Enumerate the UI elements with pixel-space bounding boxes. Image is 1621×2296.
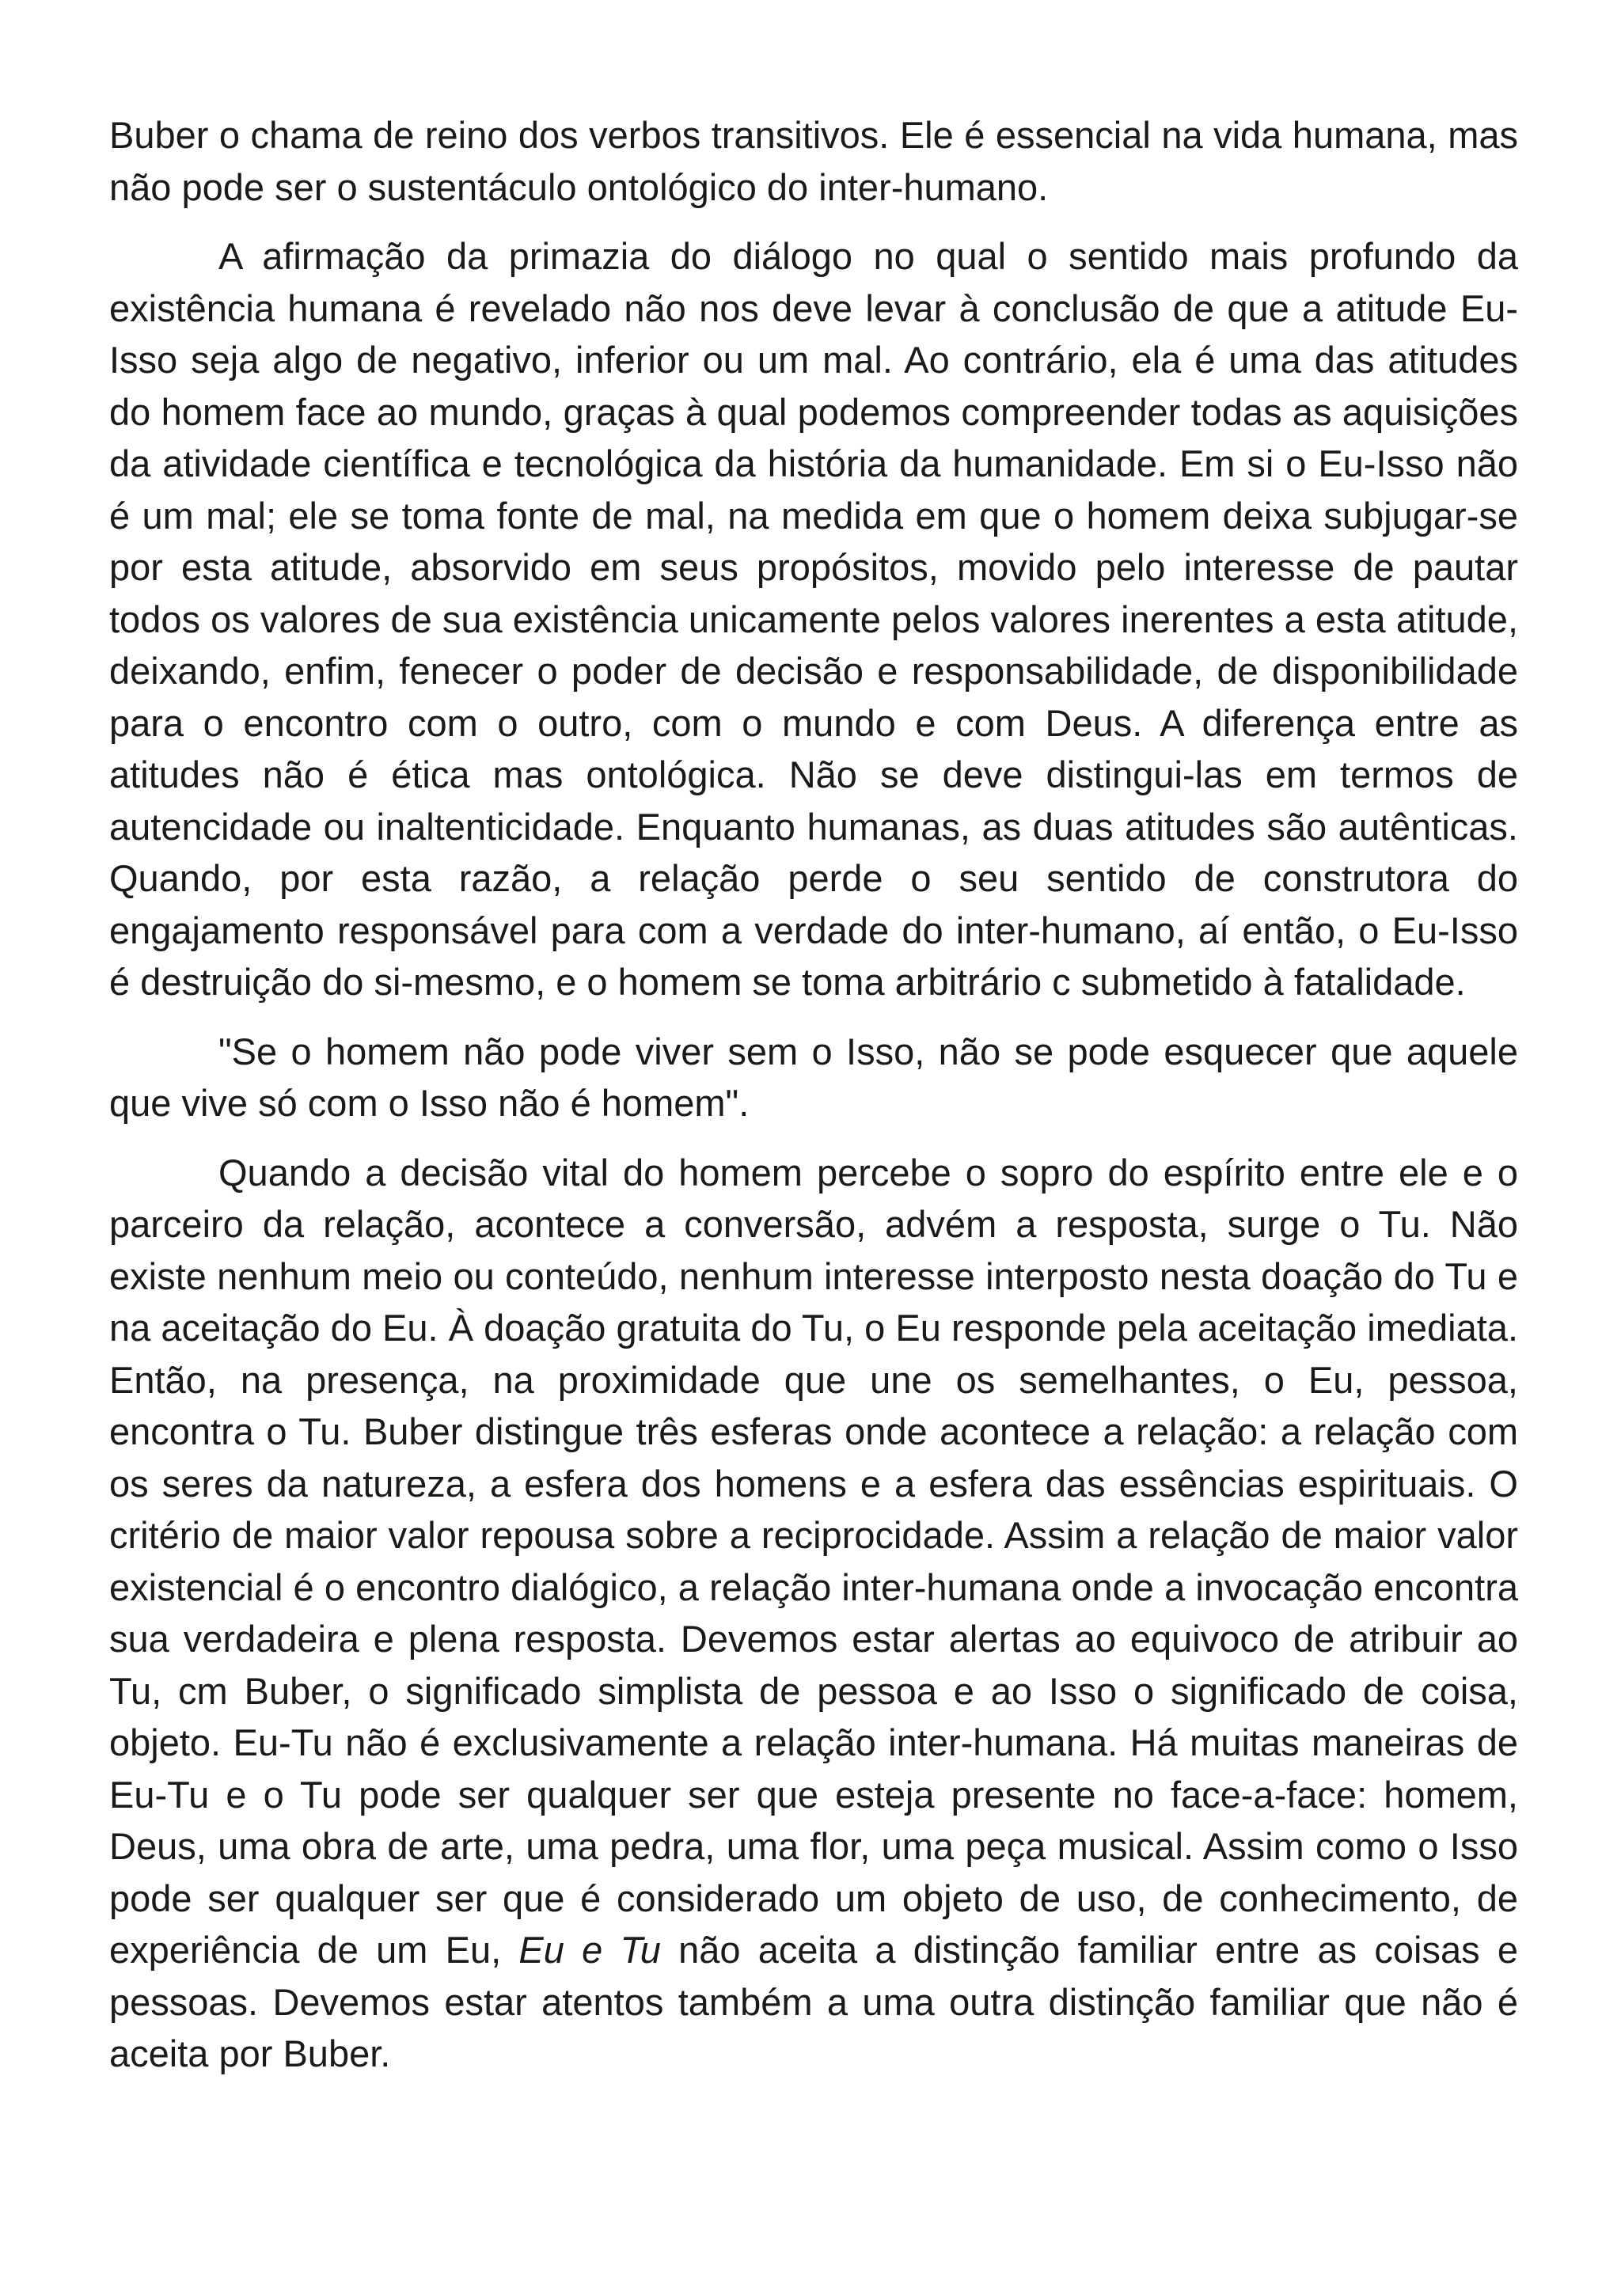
- document-page: [109, 109, 1518, 2080]
- paragraph-3-quote: "Se o homem não pode viver sem o Isso, não se pode esquecer que aquele que vive só com o Isso não é homem".: [109, 1030, 1518, 1124]
- paragraph-4-text-before-italic: Quando a decisão vital do homem percebe o sopro do espírito entre ele e o parceiro da relação, acontece a conversão, advém a resposta, surge o Tu. Não existe nenhum meio ou conteúdo, nenhum interesse interposto nesta doação do Tu e na aceitação do Eu. À doação gratuita do Tu, o Eu responde pela aceitação imediata. Então, na presença, na proximidade que une os semelhantes, o Eu, pessoa, encontra o Tu. Buber distingue três esferas onde acontece a relação: a relação com os seres da natureza, a esfera dos homens e a esfera das essências espirituais. O critério de maior valor repousa sobre a reciprocidade. Assim a relação de maior valor existencial é o encontro dialógico, a relação inter-humana onde a invocação encontra sua verdadeira e plena resposta. Devemos estar alertas ao equivoco de atribuir ao Tu, cm Buber, o significado simplista de pessoa e ao Isso o significado de coisa, objeto. Eu-Tu não é exclusivamente a relação inter-humana. Há muitas maneiras de Eu-Tu e o Tu pode ser qualquer ser que esteja presente no face-a-face: homem, Deus, uma obra de arte, uma pedra, uma flor, uma peça musical. Assim como o Isso pode ser qualquer ser que é considerado um objeto de uso, de conhecimento, de experiência de um Eu,: [109, 1151, 1518, 1971]
- paragraph-4-text-after-italic: não aceita a distinção familiar entre as coisas e pessoas. Devemos estar atentos também a uma outra distinção familiar que não é aceita por Buber.: [109, 1929, 1518, 2074]
- book-title-italic: Eu e Tu: [518, 1929, 661, 1971]
- paragraph-1: Buber o chama de reino dos verbos transitivos. Ele é essencial na vida humana, mas não pode ser o sustentáculo ontológico do inter-humano.: [109, 114, 1518, 208]
- paragraph-2: A afirmação da primazia do diálogo no qual o sentido mais profundo da existência humana é revelado não nos deve levar à conclusão de que a atitude Eu-Isso seja algo de negativo, inferior ou um mal. Ao contrário, ela é uma das atitudes do homem face ao mundo, graças à qual podemos compreender todas as aquisições da atividade científica e tecnológica da história da humanidade. Em si o Eu-Isso não é um mal; ele se toma fonte de mal, na medida em que o homem deixa subjugar-se por esta atitude, absorvido em seus propósitos, movido pelo interesse de pautar todos os valores de sua existência unicamente pelos valores inerentes a esta atitude, deixando, enfim, fenecer o poder de decisão e responsabilidade, de disponibilidade para o encontro com o outro, com o mundo e com Deus. A diferença entre as atitudes não é ética mas ontológica. Não se deve distingui-las em termos de autencidade ou inaltenticidade. Enquanto humanas, as duas atitudes são autênticas. Quando, por esta razão, a relação perde o seu sentido de construtora do engajamento responsável para com a verdade do inter-humano, aí então, o Eu-Isso é destruição do si-mesmo, e o homem se toma arbitrário c submetido à fatalidade.: [109, 235, 1518, 1003]
- paragraph-4: [109, 1147, 1518, 2080]
